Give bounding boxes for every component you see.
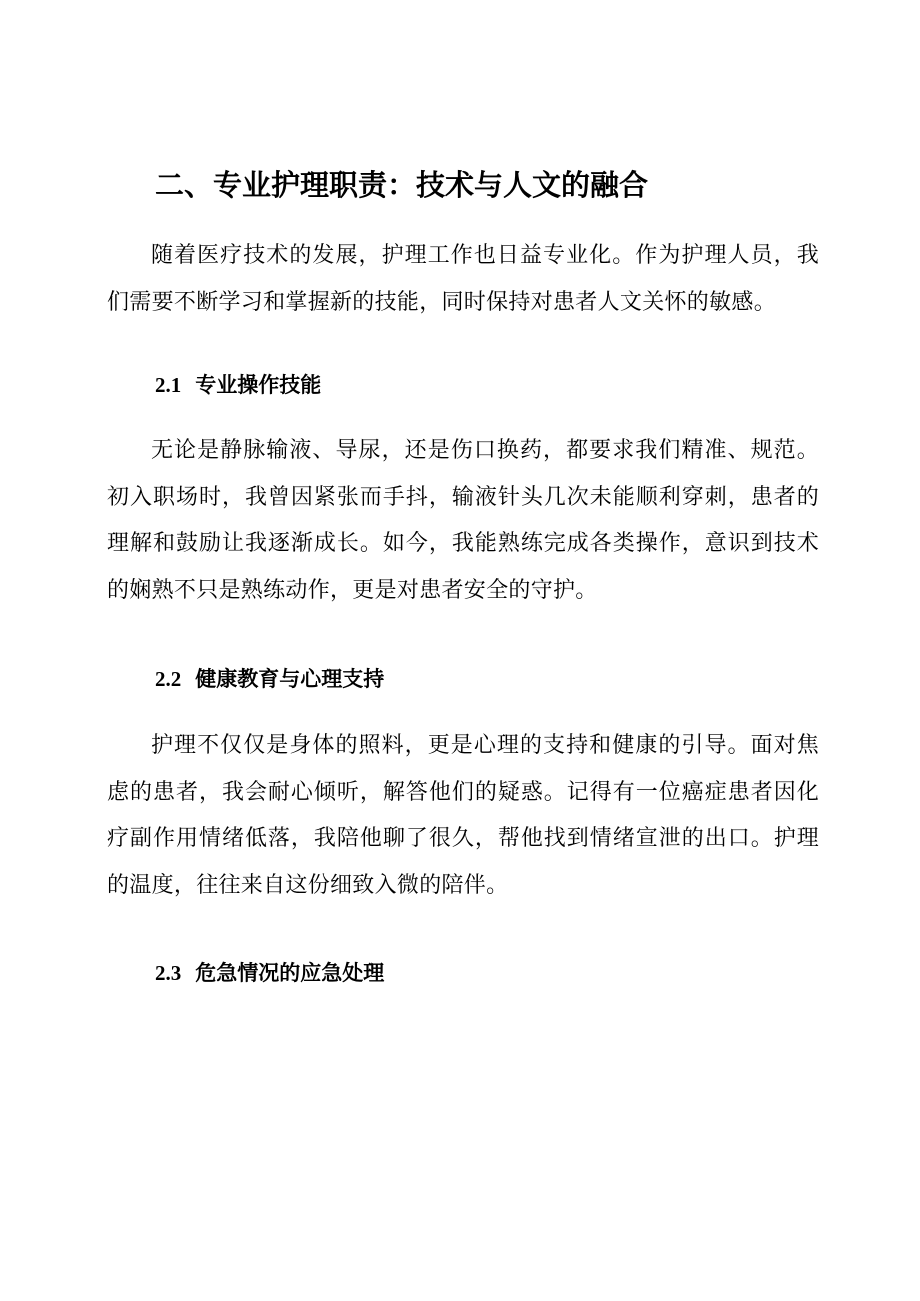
subsection-title: 专业操作技能 — [195, 373, 322, 397]
subsection-number: 2.1 — [155, 373, 182, 397]
subsection-heading-2-2 — [155, 663, 384, 693]
subsection-number: 2.3 — [155, 961, 182, 985]
subsection-heading-2-1 — [155, 369, 321, 399]
subsection-paragraph-2-1: 无论是静脉输液、导尿，还是伤口换药，都要求我们精准、规范。初入职场时，我曾因紧张而手抖，输液针头几次未能顺利穿刺，患者的理解和鼓励让我逐渐成长。如今，我能熟练完成各类操作，意识到技术的娴熟不只是熟练动作，更是对患者安全的守护。 — [107, 438, 819, 603]
subsection-paragraph-2-2: 护理不仅仅是身体的照料，更是心理的支持和健康的引导。面对焦虑的患者，我会耐心倾听，解答他们的疑惑。记得有一位癌症患者因化疗副作用情绪低落，我陪他聊了很久，帮他找到情绪宣泄的出口。护理的温度，往往来自这份细致入微的陪伴。 — [107, 733, 819, 898]
subsection-title: 健康教育与心理支持 — [195, 667, 385, 691]
subsection-title: 危急情况的应急处理 — [195, 961, 385, 985]
subsection-heading-2-3 — [155, 957, 384, 987]
subsection-number: 2.2 — [155, 667, 182, 691]
section-intro-paragraph: 随着医疗技术的发展，护理工作也日益专业化。作为护理人员，我们需要不断学习和掌握新的技能，同时保持对患者人文关怀的敏感。 — [107, 243, 819, 315]
section-title: 二、专业护理职责：技术与人文的融合 — [155, 168, 649, 202]
